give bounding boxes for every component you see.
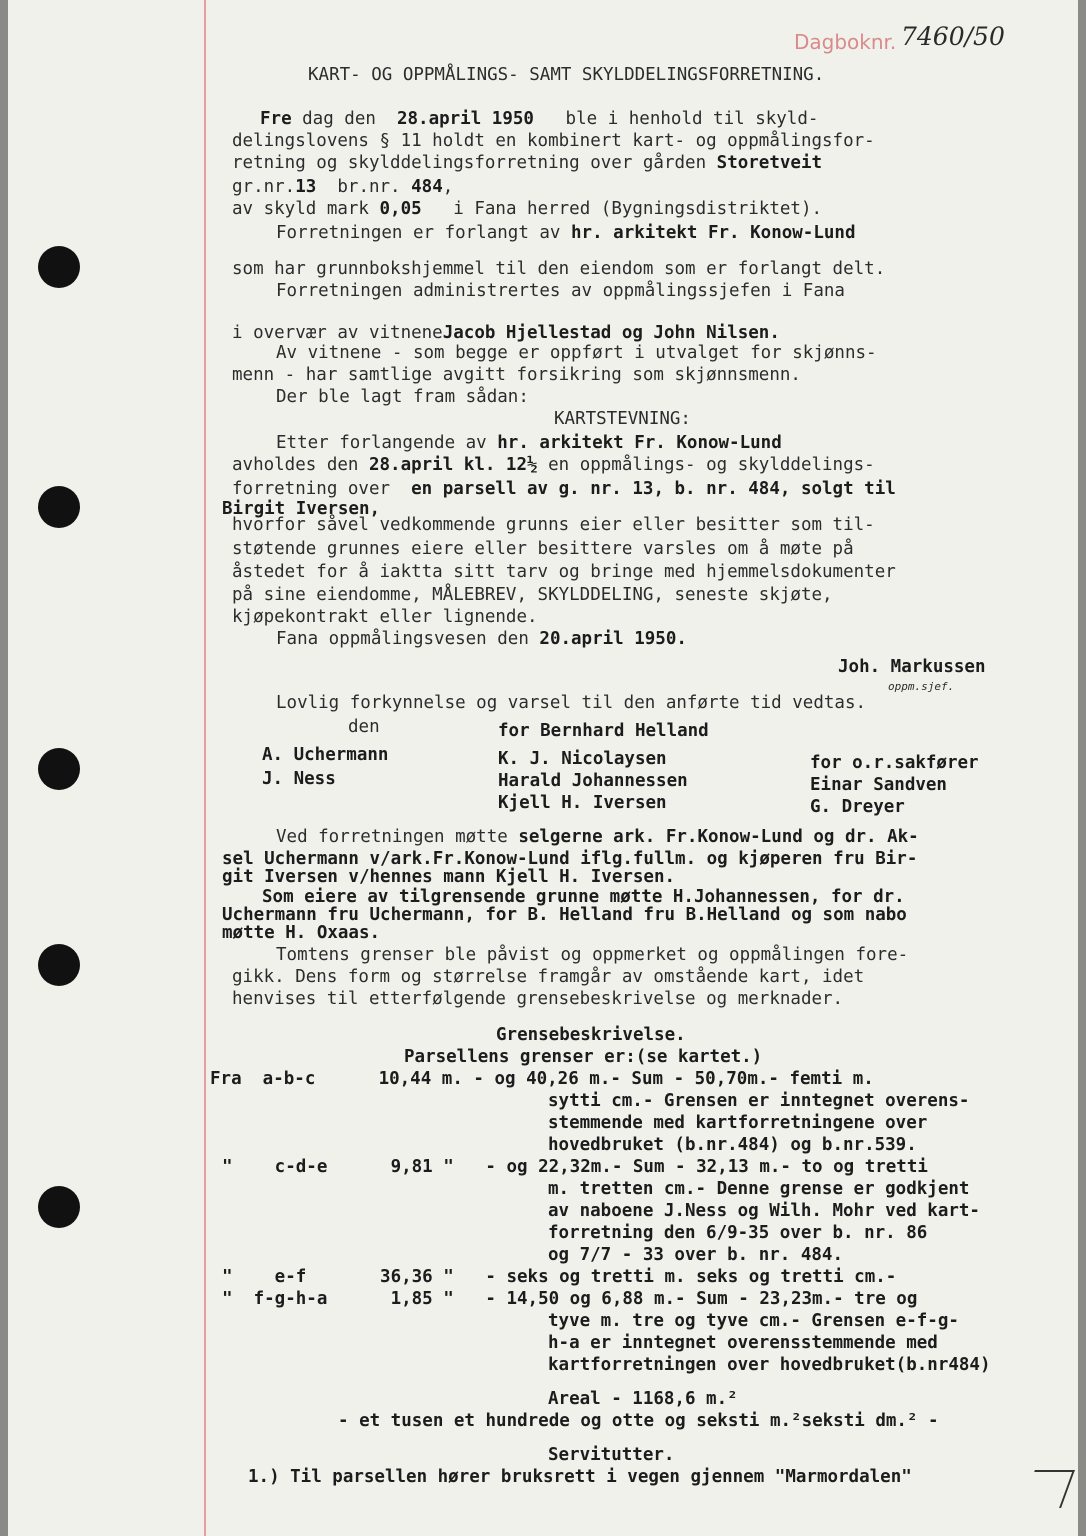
text-line [888,674,954,698]
text-line [548,1178,969,1200]
text-line [498,770,688,792]
text-segment: Forretningen er forlangt av [276,223,572,243]
text-segment: avholdes den [232,455,369,475]
text-segment: dag den [291,109,397,129]
text-line [262,768,336,790]
text-segment: br.nr. [316,177,412,197]
text-segment: støtende grunnes eiere eller besittere varsles om å møte på [232,539,854,559]
dagboknr-stamp: Dagboknr. [794,30,897,54]
text-line [548,1134,917,1156]
text-segment: K. J. Nicolaysen [498,749,667,769]
text-line [548,1332,938,1354]
text-line [232,364,801,386]
text-line [548,1388,738,1410]
page-corner-mark [1021,1470,1075,1508]
text-segment: Jacob Hjellestad og John Nilsen. [442,323,780,343]
text-segment: kartforretningen over hovedbruket(b.nr484) [548,1355,991,1375]
text-line [232,130,875,152]
text-segment: git Iversen v/hennes mann Kjell H. Iversen. [222,867,676,887]
text-line [232,176,453,198]
text-segment: kjøpekontrakt eller lignende. [232,607,538,627]
text-segment: m. tretten cm.- Denne grense er godkjent [548,1179,970,1199]
text-segment: 28.april 1950 [396,109,534,129]
text-segment: Areal - 1168,6 m.² [548,1389,738,1409]
text-line [276,692,866,714]
text-segment: gr.nr. [232,177,296,197]
text-line [232,966,864,988]
text-segment: for o.r.sakfører [810,753,979,773]
punch-hole [38,246,80,288]
text-segment: menn - har samtlige avgitt forsikring som skjønnsmenn. [232,365,801,385]
text-segment: h-a er inntegnet overensstemmende med [548,1333,938,1353]
text-segment: Fana oppmålingsvesen den [276,629,540,649]
text-line [276,944,908,966]
text-segment: en parsell av g. nr. 13, b. nr. 484, solgt til [411,479,896,499]
text-segment: i overvær av vitnene [232,323,443,343]
punch-hole [38,1186,80,1228]
text-line [276,628,687,650]
text-line [210,1068,874,1090]
text-line [548,1222,927,1244]
text-segment: 1.) Til parsellen hører bruksrett i vegen gjennem "Marmordalen" [248,1467,912,1487]
text-line [232,584,833,606]
text-line [248,1466,912,1488]
text-line [548,1444,674,1466]
text-line [498,720,709,742]
text-segment: Som eiere av tilgrensende grunne møtte H.Johannessen, for dr. [262,887,905,907]
text-line [404,1046,762,1068]
text-line [498,748,667,770]
text-segment: delingslovens § 11 holdt en kombinert kart- og oppmålingsfor- [232,131,875,151]
text-segment: Ved forretningen møtte [276,827,519,847]
text-segment: Tomtens grenser ble påvist og oppmerket og oppmålingen fore- [276,945,909,965]
text-line [232,606,538,628]
text-line [276,386,529,408]
text-segment: tyve m. tre og tyve cm.- Grensen e-f-g- [548,1311,959,1331]
text-segment: Harald Johannessen [498,771,688,791]
text-line [496,1024,686,1046]
text-segment: gikk. Dens form og størrelse framgår av omstående kart, idet [232,967,865,987]
text-segment: J. Ness [262,769,336,789]
text-segment: forretning over [232,479,412,499]
text-line [276,826,919,848]
text-line [554,408,691,430]
text-line [222,1156,928,1178]
text-line [548,1090,969,1112]
text-segment: hr. arkitekt Fr. Konow-Lund [497,433,782,453]
text-line [348,716,380,738]
text-line [260,108,818,130]
text-line [232,322,780,344]
text-segment: " f-g-h-a 1,85 " - 14,50 og 6,88 m.- Sum - 23,23m.- tre og [222,1289,918,1309]
margin-line [204,0,206,1536]
text-line [232,152,822,174]
text-line [232,258,885,280]
text-line [276,222,856,244]
text-segment: Etter forlangende av [276,433,498,453]
text-segment: A. Uchermann [262,745,389,765]
text-segment: selgerne ark. Fr.Konow-Lund og dr. Ak- [518,827,919,847]
text-segment: 484 [411,177,443,197]
text-segment: hvorfor såvel vedkommende grunns eier eller besitter som til- [232,515,875,535]
text-line [232,454,875,476]
text-line [262,744,388,766]
text-line [548,1112,927,1134]
text-segment: Servitutter. [548,1445,675,1465]
text-line [810,796,905,818]
text-segment: Fre [260,109,292,129]
text-line [308,64,824,86]
text-segment: Forretningen administrertes av oppmålingssjefen i Fana [276,281,845,301]
text-segment: en oppmålings- og skylddelings- [537,455,875,475]
text-segment: retning og skylddelingsforretning over gården [232,153,717,173]
text-segment: i Fana herred (Bygningsdistriktet). [421,199,823,219]
text-line [338,1410,939,1432]
document-page [8,0,1078,1536]
text-line [548,1244,843,1266]
text-segment: henvises til etterfølgende grensebeskrivelse og merknader. [232,989,844,1009]
text-line [232,988,843,1010]
text-segment: av naboene J.Ness og Wilh. Mohr ved kart- [548,1201,980,1221]
punch-hole [38,944,80,986]
text-segment: Der ble lagt fram sådan: [276,387,529,407]
text-line [498,792,667,814]
text-segment: - et tusen et hundrede og otte og seksti m.²seksti dm.² - [338,1411,939,1431]
text-line [810,752,979,774]
text-segment: Parsellens grenser er:(se kartet.) [404,1047,763,1067]
text-line [222,1266,896,1288]
text-segment: Fra a-b-c 10,44 m. - og 40,26 m.- Sum - 50,70m.- femti m. [210,1069,874,1089]
text-segment: " e-f 36,36 " - seks og tretti m. seks og tretti cm.- [222,1267,897,1287]
text-segment: Joh. Markussen [838,657,986,677]
text-segment: Kjell H. Iversen [498,793,667,813]
text-segment: KARTSTEVNING: [554,409,691,429]
text-segment: av skyld mark [232,199,380,219]
text-segment: sel Uchermann v/ark.Fr.Konow-Lund iflg.fullm. og kjøperen fru Bir- [222,849,918,869]
text-line [276,432,782,454]
text-segment: møtte H. Oxaas. [222,923,381,943]
text-segment: 13 [295,177,317,197]
text-segment: " c-d-e 9,81 " - og 22,32m.- Sum - 32,13 m.- to og tretti [222,1157,928,1177]
text-line [232,514,875,536]
text-segment: åstedet for å iaktta sitt tarv og bringe med hjemmelsdokumenter [232,562,896,582]
text-segment: 20.april 1950. [539,629,687,649]
text-line [232,538,854,560]
text-line [276,280,845,302]
text-line [232,478,896,500]
text-segment: KART- OG OPPMÅLINGS- SAMT SKYLDDELINGSFORRETNING. [308,65,825,85]
text-line [222,1288,917,1310]
text-segment: Av vitnene - som begge er oppført i utvalget for skjønns- [276,343,877,363]
text-segment: som har grunnbokshjemmel til den eiendom som er forlangt delt. [232,259,886,279]
text-line [548,1200,980,1222]
text-line [232,198,822,220]
text-line [222,866,675,888]
text-segment: 0,05 [379,199,422,219]
text-line [222,922,380,944]
text-line [810,774,947,796]
text-segment: , [442,177,454,197]
text-segment: Grensebeskrivelse. [496,1025,686,1045]
text-segment: Einar Sandven [810,775,947,795]
text-segment: Lovlig forkynnelse og varsel til den anførte tid vedtas. [276,693,867,713]
text-segment: 28.april kl. 12½ [368,455,538,475]
text-segment: Uchermann fru Uchermann, for B. Helland fru B.Helland og som nabo [222,905,907,925]
text-segment: Birgit Iversen, [222,499,381,519]
text-segment: og 7/7 - 33 over b. nr. 484. [548,1245,844,1265]
text-segment: G. Dreyer [810,797,905,817]
text-line [548,1354,991,1376]
text-segment: oppm.sjef. [888,680,955,693]
text-segment: ble i henhold til skyld- [533,109,819,129]
text-segment: hr. arkitekt Fr. Konow-Lund [571,223,856,243]
text-segment: forretning den 6/9-35 over b. nr. 86 [548,1223,928,1243]
dagbok-number: 7460/50 [901,22,1005,51]
text-segment: hovedbruket (b.nr.484) og b.nr.539. [548,1135,917,1155]
punch-hole [38,748,80,790]
text-line [232,561,896,583]
text-segment: sytti cm.- Grensen er inntegnet overens- [548,1091,970,1111]
text-line [548,1310,959,1332]
punch-hole [38,486,80,528]
text-segment: Storetveit [716,153,823,173]
text-line [276,342,877,364]
text-segment: stemmende med kartforretningene over [548,1113,928,1133]
text-segment: for Bernhard Helland [498,721,709,741]
text-segment: på sine eiendomme, MÅLEBREV, SKYLDDELING, seneste skjøte, [232,585,833,605]
text-segment: den [348,717,380,737]
